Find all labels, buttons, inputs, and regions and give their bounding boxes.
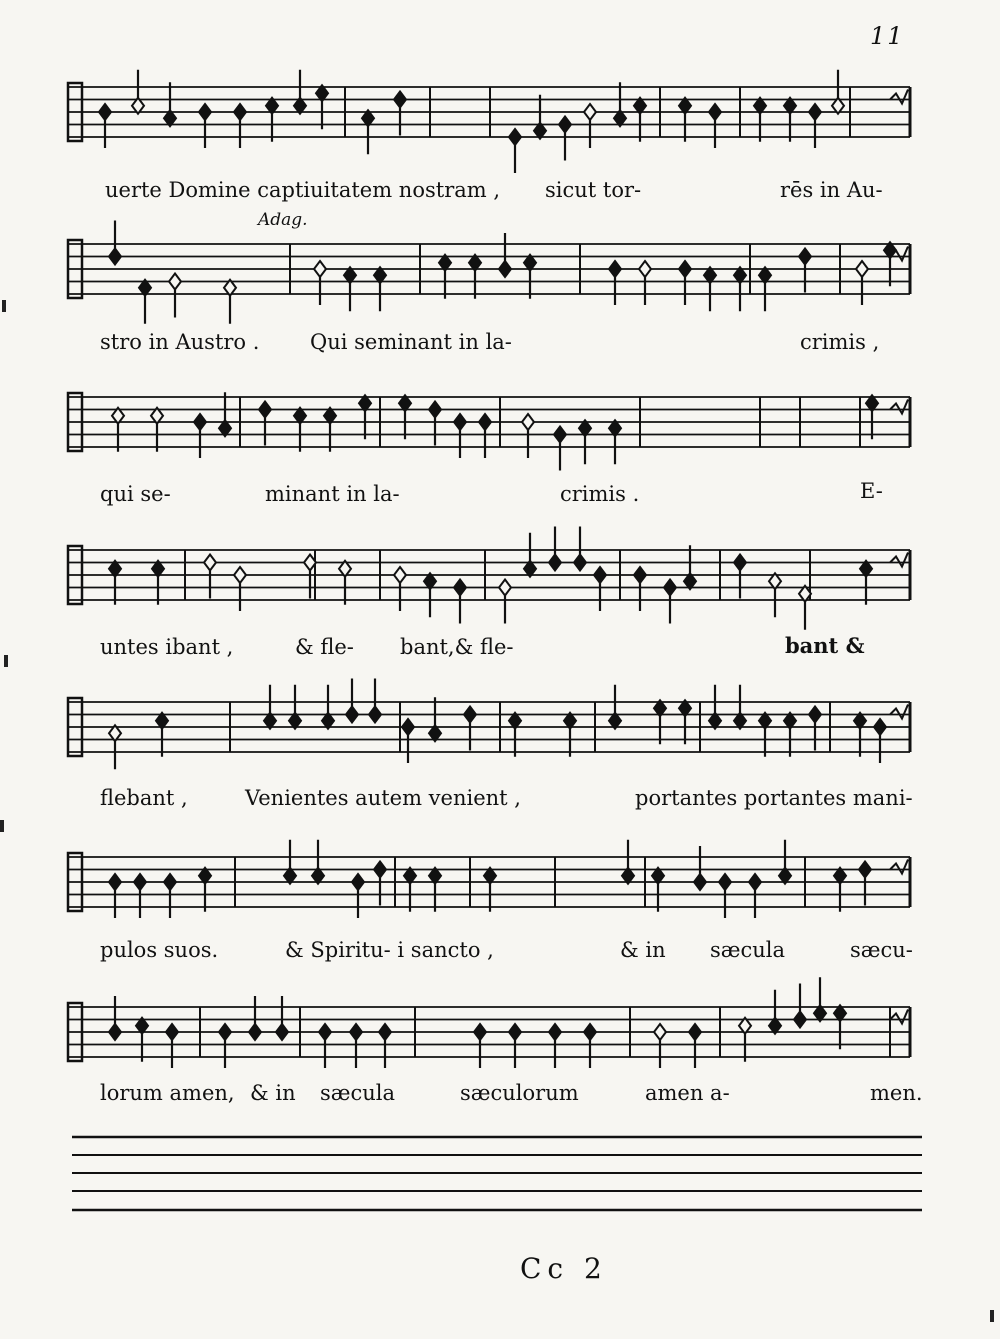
note-head bbox=[694, 874, 706, 890]
tempo-marking: Adag. bbox=[258, 210, 308, 230]
note-head bbox=[499, 580, 511, 596]
signature-mark: Cc 2 bbox=[520, 1252, 608, 1285]
note-head bbox=[259, 402, 271, 418]
note-head bbox=[809, 707, 821, 723]
page-number: 11 bbox=[870, 22, 905, 50]
custos-mark bbox=[890, 705, 908, 719]
staff-5-notation bbox=[60, 690, 940, 780]
lyric-1-2: sicut tor- bbox=[545, 178, 642, 202]
note-head bbox=[109, 874, 121, 890]
scan-speck bbox=[990, 1310, 994, 1322]
note-head bbox=[549, 1024, 561, 1040]
scan-speck bbox=[0, 820, 4, 832]
staff-6-notation bbox=[60, 845, 940, 935]
lyric-6-2: & Spiritu- i sancto , bbox=[285, 938, 494, 962]
lyric-3-1: qui se- bbox=[100, 482, 171, 506]
note-head bbox=[429, 402, 441, 418]
note-head bbox=[234, 104, 246, 120]
note-head bbox=[350, 1024, 362, 1040]
note-head bbox=[549, 555, 561, 571]
staff-1-notation bbox=[60, 75, 940, 165]
note-head bbox=[594, 567, 606, 583]
note-head bbox=[474, 1024, 486, 1040]
note-head bbox=[454, 414, 466, 430]
note-head bbox=[559, 117, 571, 133]
note-head bbox=[499, 261, 511, 277]
note-head bbox=[276, 1024, 288, 1040]
staff-system-3 bbox=[60, 385, 940, 525]
lyric-7-5: amen a- bbox=[645, 1081, 730, 1105]
staff-system-2 bbox=[60, 232, 940, 372]
lyric-6-1: pulos suos. bbox=[100, 938, 219, 962]
lyric-4-2: & fle- bbox=[295, 635, 354, 659]
note-head bbox=[109, 1024, 121, 1040]
note-head bbox=[719, 874, 731, 890]
note-head bbox=[314, 261, 326, 277]
note-head bbox=[194, 414, 206, 430]
note-head bbox=[679, 261, 691, 277]
note-head bbox=[609, 261, 621, 277]
staff-4-notation bbox=[60, 538, 940, 628]
note-head bbox=[379, 1024, 391, 1040]
note-head bbox=[134, 874, 146, 890]
note-head bbox=[709, 104, 721, 120]
lyric-7-1: lorum amen, bbox=[100, 1081, 235, 1105]
note-head bbox=[199, 104, 211, 120]
note-head bbox=[479, 414, 491, 430]
note-head bbox=[319, 1024, 331, 1040]
note-head bbox=[346, 707, 358, 723]
empty-staff bbox=[72, 1135, 922, 1215]
note-head bbox=[584, 104, 596, 120]
lyric-3-4: E- bbox=[860, 479, 883, 503]
note-head bbox=[664, 580, 676, 596]
staff-system-7 bbox=[60, 995, 940, 1135]
lyric-2-2: Qui seminant in la- bbox=[310, 330, 512, 354]
note-head bbox=[522, 414, 534, 430]
lyric-1-3: rēs in Au- bbox=[780, 178, 883, 202]
lyric-7-4: sæculorum bbox=[460, 1081, 579, 1105]
note-head bbox=[394, 567, 406, 583]
lyric-6-5: sæcu- bbox=[850, 938, 913, 962]
note-head bbox=[554, 427, 566, 443]
note-head bbox=[734, 555, 746, 571]
scan-speck bbox=[2, 300, 6, 312]
note-head bbox=[509, 1024, 521, 1040]
note-head bbox=[374, 862, 386, 878]
staff-3-notation bbox=[60, 385, 940, 475]
lyric-1-1: uerte Domine captiuitatem nostram , bbox=[105, 178, 501, 202]
note-head bbox=[874, 719, 886, 735]
note-head bbox=[169, 274, 181, 290]
custos-mark bbox=[890, 860, 908, 874]
scan-speck bbox=[4, 655, 8, 667]
note-head bbox=[109, 249, 121, 265]
lyric-5-2: Venientes autem venient , bbox=[245, 786, 521, 810]
note-head bbox=[219, 1024, 231, 1040]
lyric-3-3: crimis . bbox=[560, 482, 640, 506]
note-head bbox=[454, 580, 466, 596]
staff-7-notation bbox=[60, 995, 940, 1085]
note-head bbox=[639, 261, 651, 277]
note-head bbox=[574, 555, 586, 571]
note-head bbox=[859, 862, 871, 878]
note-head bbox=[249, 1024, 261, 1040]
lyric-7-3: sæcula bbox=[320, 1081, 396, 1105]
custos-mark bbox=[890, 553, 908, 567]
lyric-7-2: & in bbox=[250, 1081, 296, 1105]
lyric-6-3: & in bbox=[620, 938, 666, 962]
note-head bbox=[794, 1012, 806, 1028]
note-head bbox=[352, 874, 364, 890]
note-head bbox=[464, 707, 476, 723]
note-head bbox=[654, 1024, 666, 1040]
note-head bbox=[164, 874, 176, 890]
note-head bbox=[584, 1024, 596, 1040]
staff-system-5 bbox=[60, 690, 940, 830]
staff-system-4 bbox=[60, 538, 940, 678]
note-head bbox=[166, 1024, 178, 1040]
note-head bbox=[856, 261, 868, 277]
lyric-5-1: flebant , bbox=[100, 786, 188, 810]
lyric-4-3: bant,& fle- bbox=[400, 635, 514, 659]
custos-mark bbox=[890, 1010, 908, 1024]
note-head bbox=[509, 129, 521, 145]
note-head bbox=[809, 104, 821, 120]
note-head bbox=[234, 567, 246, 583]
note-head bbox=[689, 1024, 701, 1040]
lyric-4-4: bant & bbox=[785, 633, 865, 658]
note-head bbox=[634, 567, 646, 583]
note-head bbox=[749, 874, 761, 890]
note-head bbox=[99, 104, 111, 120]
lyric-2-1: stro in Austro . bbox=[100, 330, 260, 354]
staff-system-1 bbox=[60, 75, 940, 215]
note-head bbox=[799, 249, 811, 265]
lyric-5-3: portantes portantes mani- bbox=[635, 786, 913, 810]
custos-mark bbox=[890, 400, 908, 414]
staff-2-notation bbox=[60, 232, 940, 322]
lyric-6-4: sæcula bbox=[710, 938, 786, 962]
lyric-2-3: crimis , bbox=[800, 330, 880, 354]
note-head bbox=[204, 555, 216, 571]
note-head bbox=[394, 92, 406, 108]
staff-system-6 bbox=[60, 845, 940, 985]
note-head bbox=[369, 707, 381, 723]
note-head bbox=[402, 719, 414, 735]
lyric-3-2: minant in la- bbox=[265, 482, 400, 506]
custos-mark bbox=[890, 90, 908, 104]
lyric-4-1: untes ibant , bbox=[100, 635, 234, 659]
lyric-7-6: men. bbox=[870, 1081, 923, 1105]
